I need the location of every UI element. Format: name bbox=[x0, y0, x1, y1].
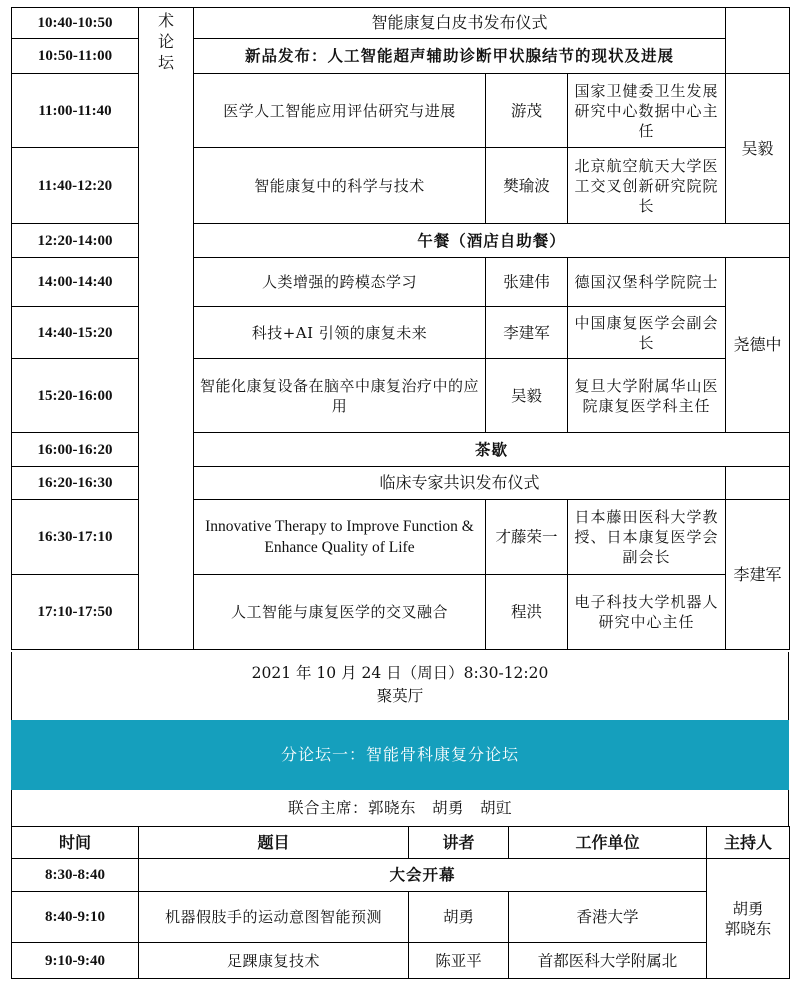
time-cell: 16:30-17:10 bbox=[12, 500, 139, 575]
speaker-cell: 李建军 bbox=[486, 307, 568, 359]
schedule-table-forum1 bbox=[11, 826, 790, 979]
affiliation-cell: 电子科技大学机器人研究中心主任 bbox=[568, 575, 726, 650]
topic-cell: 人类增强的跨模态学习 bbox=[194, 258, 486, 307]
time-cell: 11:00-11:40 bbox=[12, 74, 139, 148]
host-cell-empty bbox=[726, 467, 790, 500]
time-cell: 14:40-15:20 bbox=[12, 307, 139, 359]
session-title: 大会开幕 bbox=[139, 859, 707, 892]
header-topic: 题目 bbox=[139, 827, 409, 859]
speaker-cell: 陈亚平 bbox=[409, 943, 509, 979]
session-title: 智能康复白皮书发布仪式 bbox=[194, 8, 726, 39]
venue: 聚英厅 bbox=[376, 687, 424, 705]
co-chairs: 联合主席：郭晓东 胡勇 胡豇 bbox=[11, 790, 789, 826]
topic-cell: 医学人工智能应用评估研究与进展 bbox=[194, 74, 486, 148]
speaker-cell: 胡勇 bbox=[409, 892, 509, 943]
topic-cell: 智能化康复设备在脑卒中康复治疗中的应用 bbox=[194, 359, 486, 433]
session-title: 茶歇 bbox=[194, 433, 790, 467]
topic-cell: 智能康复中的科学与技术 bbox=[194, 148, 486, 224]
forum-title-banner: 分论坛一：智能骨科康复分论坛 bbox=[11, 720, 789, 790]
header-affiliation: 工作单位 bbox=[509, 827, 707, 859]
time-cell: 8:40-9:10 bbox=[12, 892, 139, 943]
time-cell: 12:20-14:00 bbox=[12, 224, 139, 258]
time-cell: 10:40-10:50 bbox=[12, 8, 139, 39]
speaker-cell: 才藤荣一 bbox=[486, 500, 568, 575]
header-host: 主持人 bbox=[707, 827, 790, 859]
topic-cell: Innovative Therapy to Improve Function & Enhance Quality of Life bbox=[194, 500, 486, 575]
time-cell: 9:10-9:40 bbox=[12, 943, 139, 979]
time-cell: 10:50-11:00 bbox=[12, 39, 139, 74]
host-name: 郭晓东 bbox=[724, 919, 772, 938]
host-cell: 尧德中 bbox=[726, 258, 790, 433]
time-cell: 11:40-12:20 bbox=[12, 148, 139, 224]
time-cell: 8:30-8:40 bbox=[12, 859, 139, 892]
topic-cell: 人工智能与康复医学的交叉融合 bbox=[194, 575, 486, 650]
session-title: 午餐（酒店自助餐） bbox=[194, 224, 790, 258]
speaker-cell: 樊瑜波 bbox=[486, 148, 568, 224]
topic-cell: 科技+AI 引领的康复未来 bbox=[194, 307, 486, 359]
session-title: 新品发布：人工智能超声辅助诊断甲状腺结节的现状及进展 bbox=[194, 39, 726, 74]
host-cell bbox=[707, 859, 790, 979]
affiliation-cell: 德国汉堡科学院院士 bbox=[568, 258, 726, 307]
time-cell: 14:00-14:40 bbox=[12, 258, 139, 307]
affiliation-cell: 中国康复医学会副会长 bbox=[568, 307, 726, 359]
topic-cell: 机器假肢手的运动意图智能预测 bbox=[139, 892, 409, 943]
host-cell: 李建军 bbox=[726, 500, 790, 650]
affiliation-cell: 北京航空航天大学医工交叉创新研究院院长 bbox=[568, 148, 726, 224]
host-cell-empty bbox=[726, 8, 790, 74]
affiliation-cell: 香港大学 bbox=[509, 892, 707, 943]
time-cell: 15:20-16:00 bbox=[12, 359, 139, 433]
affiliation-cell: 国家卫健委卫生发展研究中心数据中心主任 bbox=[568, 74, 726, 148]
host-cell: 吴毅 bbox=[726, 74, 790, 224]
header-speaker: 讲者 bbox=[409, 827, 509, 859]
speaker-cell: 程洪 bbox=[486, 575, 568, 650]
session-title: 临床专家共识发布仪式 bbox=[194, 467, 726, 500]
header-time: 时间 bbox=[12, 827, 139, 859]
speaker-cell: 吴毅 bbox=[486, 359, 568, 433]
day2-date-block bbox=[11, 652, 789, 720]
affiliation-cell: 复旦大学附属华山医院康复医学科主任 bbox=[568, 359, 726, 433]
affiliation-cell: 日本藤田医科大学教授、日本康复医学会副会长 bbox=[568, 500, 726, 575]
forum-label-text: 术论坛 bbox=[157, 11, 174, 72]
time-cell: 16:20-16:30 bbox=[12, 467, 139, 500]
schedule-table-day1 bbox=[11, 7, 790, 650]
date-line: 2021 年 10 月 24 日（周日）8:30-12:20 bbox=[251, 664, 549, 682]
topic-cell: 足踝康复技术 bbox=[139, 943, 409, 979]
time-cell: 17:10-17:50 bbox=[12, 575, 139, 650]
speaker-cell: 游茂 bbox=[486, 74, 568, 148]
time-cell: 16:00-16:20 bbox=[12, 433, 139, 467]
speaker-cell: 张建伟 bbox=[486, 258, 568, 307]
host-name: 胡勇 bbox=[732, 899, 764, 918]
affiliation-cell: 首都医科大学附属北 bbox=[509, 943, 707, 979]
forum-label bbox=[139, 8, 194, 650]
